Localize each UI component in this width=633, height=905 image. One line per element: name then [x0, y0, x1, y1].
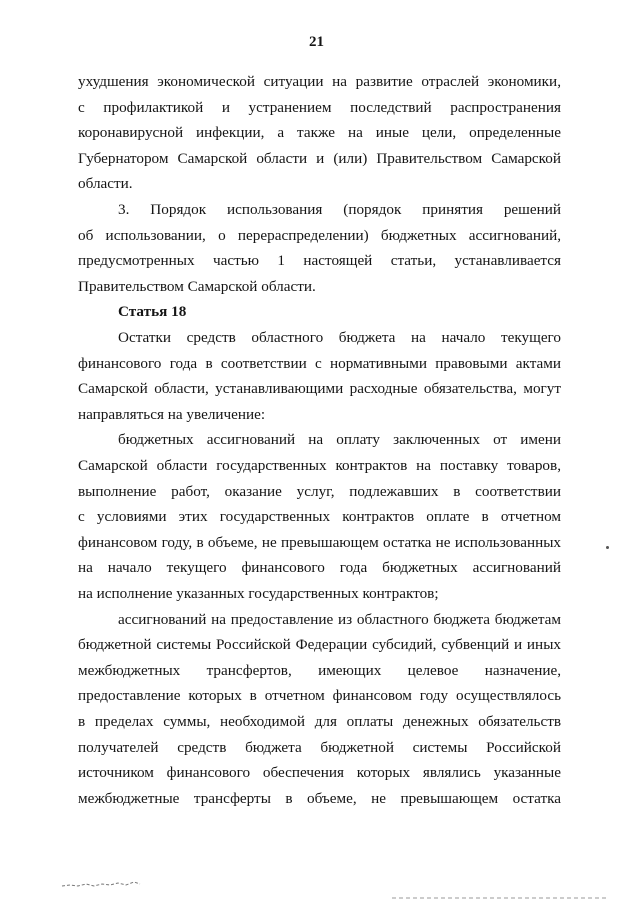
text-line: получателей средств бюджета бюджетной системы Российской [78, 739, 561, 756]
scan-speck [606, 546, 609, 549]
text-line: Остатки средств областного бюджета на начало текущего [118, 329, 561, 346]
text-line: бюджетных ассигнований на оплату заключенных от имени [118, 431, 561, 448]
text-line: направляться на увеличение: [78, 406, 266, 423]
text-line: на начало текущего финансового года бюджетных ассигнований [78, 559, 561, 576]
text-line: ассигнований на предоставление из областного бюджета бюджетам [118, 611, 561, 628]
text-line: об использовании, о перераспределении) бюджетных ассигнований, [78, 227, 561, 244]
text-line: Правительством Самарской области. [78, 278, 316, 295]
scan-artifact-mark [60, 880, 142, 888]
text-line: с условиями этих государственных контрактов оплате в отчетном [78, 508, 561, 525]
text-line: в пределах суммы, необходимой для оплаты денежных обязательств [78, 713, 561, 730]
text-line: межбюджетных трансфертов, имеющих целевое назначение, [78, 662, 561, 679]
text-line: предусмотренных частью 1 настоящей статьи, устанавливается [78, 252, 561, 269]
text-line: финансовом году, в объеме, не превышающем остатка не использованных [78, 534, 561, 551]
text-line: источником финансового обеспечения которых являлись указанные [78, 764, 561, 781]
text-line: 3. Порядок использования (порядок принятия решений [118, 201, 561, 218]
text-line: Губернатором Самарской области и (или) Правительством Самарской [78, 150, 561, 167]
text-line: выполнение работ, оказание услуг, подлежавших в соответствии [78, 483, 561, 500]
text-line: ухудшения экономической ситуации на развитие отраслей экономики, [78, 73, 561, 90]
text-line: предоставление которых в отчетном финансовом году осуществлялось [78, 687, 561, 704]
text-line: области. [78, 175, 133, 192]
text-line: Самарской области, устанавливающими расходные обязательства, могут [78, 380, 561, 397]
scan-artifact-line [392, 896, 607, 900]
text-line: бюджетной системы Российской Федерации субсидий, субвенций и иных [78, 636, 561, 653]
text-line: Самарской области государственных контрактов на поставку товаров, [78, 457, 561, 474]
text-line: финансового года в соответствии с нормативными правовыми актами [78, 355, 561, 372]
text-line: с профилактикой и устранением последствий распространения [78, 99, 561, 116]
text-line: межбюджетные трансферты в объеме, не превышающем остатка [78, 790, 561, 807]
text-line: коронавирусной инфекции, а также на иные цели, определенные [78, 124, 561, 141]
article-heading: Статья 18 [118, 303, 187, 320]
text-line: на исполнение указанных государственных контрактов; [78, 585, 439, 602]
page-number: 21 [309, 34, 324, 50]
